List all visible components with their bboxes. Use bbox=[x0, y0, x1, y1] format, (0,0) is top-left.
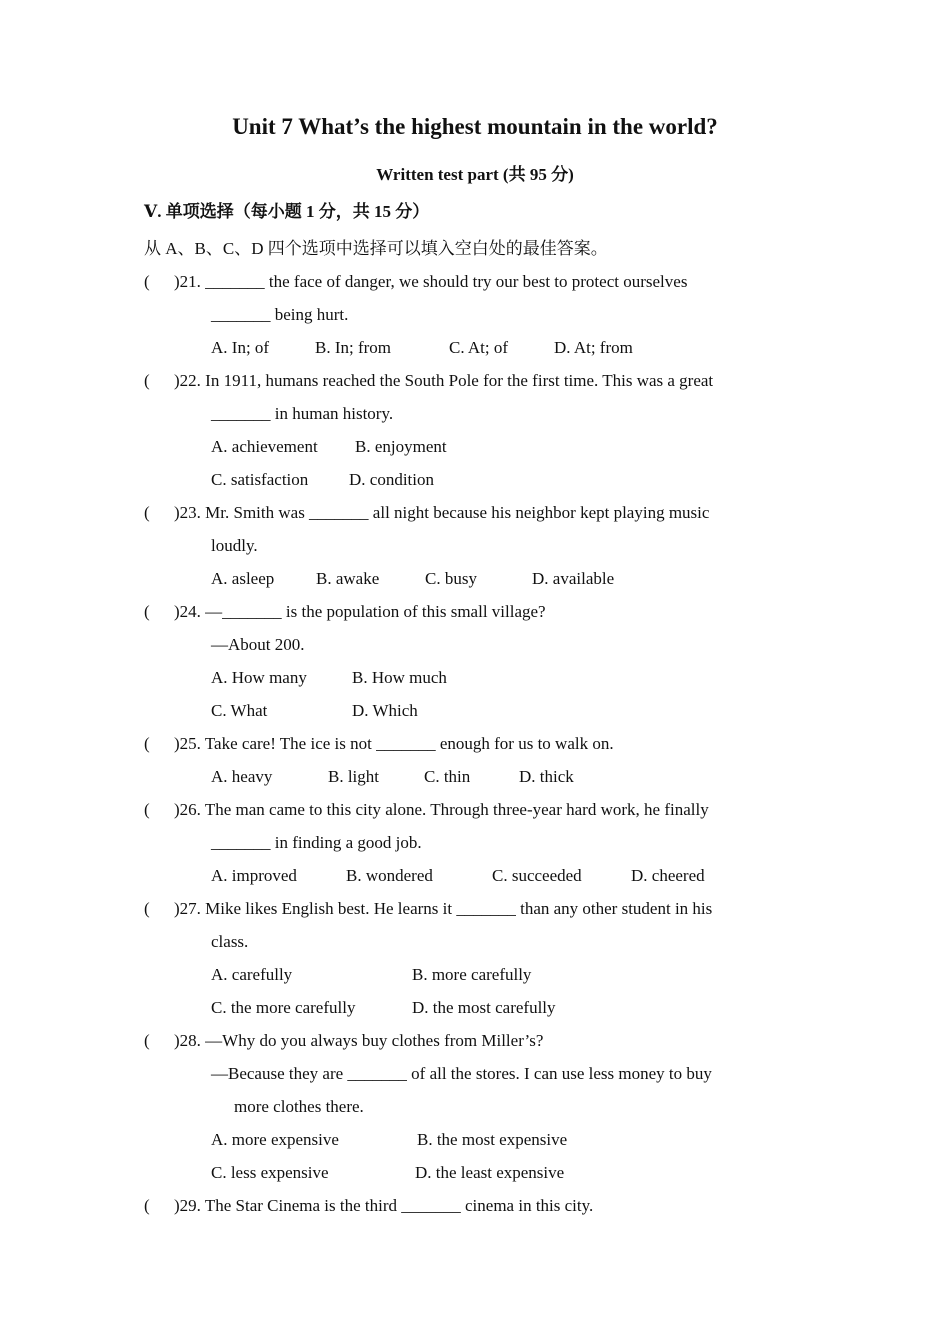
answer-paren: ( bbox=[144, 800, 150, 819]
page-title: Unit 7 What’s the highest mountain in the world? bbox=[232, 114, 718, 139]
question-stem: )26. The man came to this city alone. Through three-year hard work, he finally bbox=[174, 800, 709, 819]
question-stem: )24. —_______ is the population of this small village? bbox=[174, 602, 546, 621]
question-stem-cont: _______ in finding a good job. bbox=[211, 833, 422, 852]
option-b: B. enjoyment bbox=[355, 437, 447, 456]
question-stem: )22. In 1911, humans reached the South Pole for the first time. This was a great bbox=[174, 371, 714, 390]
answer-paren: ( bbox=[144, 371, 150, 390]
answer-paren: ( bbox=[144, 602, 150, 621]
option-a: A. achievement bbox=[211, 437, 318, 456]
option-b: B. awake bbox=[316, 569, 380, 588]
page-subtitle: Written test part (共 95 分) bbox=[376, 165, 574, 184]
answer-paren: ( bbox=[144, 734, 150, 753]
option-c: C. What bbox=[211, 701, 268, 720]
answer-paren: ( bbox=[144, 503, 150, 522]
option-a: A. In; of bbox=[211, 338, 270, 357]
answer-paren: ( bbox=[144, 1031, 150, 1050]
option-c: C. busy bbox=[425, 569, 477, 588]
answer-paren: ( bbox=[144, 899, 150, 918]
option-d: D. condition bbox=[349, 470, 434, 489]
answer-paren: ( bbox=[144, 272, 150, 291]
question-stem: )29. The Star Cinema is the third _______ cinema in this city. bbox=[174, 1196, 594, 1215]
answer-paren: ( bbox=[144, 1196, 150, 1215]
option-b: B. more carefully bbox=[412, 965, 532, 984]
option-a: A. more expensive bbox=[211, 1130, 339, 1149]
option-c: C. the more carefully bbox=[211, 998, 356, 1017]
option-d: D. Which bbox=[352, 701, 418, 720]
option-d: D. thick bbox=[519, 767, 574, 786]
question-stem-cont: more clothes there. bbox=[234, 1097, 364, 1116]
option-d: D. available bbox=[532, 569, 615, 588]
option-a: A. How many bbox=[211, 668, 307, 687]
option-c: C. less expensive bbox=[211, 1163, 329, 1182]
option-c: C. satisfaction bbox=[211, 470, 309, 489]
question-stem: )28. —Why do you always buy clothes from Miller’s? bbox=[174, 1031, 544, 1050]
option-a: A. improved bbox=[211, 866, 297, 885]
option-d: D. the least expensive bbox=[415, 1163, 565, 1182]
option-c: C. succeeded bbox=[492, 866, 582, 885]
option-d: D. At; from bbox=[554, 338, 633, 357]
option-d: D. the most carefully bbox=[412, 998, 556, 1017]
question-stem: )27. Mike likes English best. He learns it _______ than any other student in his bbox=[174, 899, 713, 918]
option-c: C. thin bbox=[424, 767, 471, 786]
question-stem-cont: —About 200. bbox=[211, 635, 305, 654]
question-stem-cont: loudly. bbox=[211, 536, 258, 555]
option-b: B. In; from bbox=[315, 338, 392, 357]
question-stem-cont: —Because they are _______ of all the stores. I can use less money to buy bbox=[211, 1064, 712, 1083]
question-stem: )23. Mr. Smith was _______ all night because his neighbor kept playing music bbox=[174, 503, 710, 522]
section-heading: Ⅴ. 单项选择（每小题 1 分，共 15 分） bbox=[144, 202, 430, 221]
section-instruction: 从 A、B、C、D 四个选项中选择可以填入空白处的最佳答案。 bbox=[144, 239, 608, 258]
question-stem-cont: class. bbox=[211, 932, 249, 951]
option-b: B. light bbox=[328, 767, 380, 786]
question-stem: )21. _______ the face of danger, we should try our best to protect ourselves bbox=[174, 272, 688, 291]
option-c: C. At; of bbox=[449, 338, 509, 357]
question-stem-cont: _______ being hurt. bbox=[211, 305, 349, 324]
option-a: A. carefully bbox=[211, 965, 293, 984]
option-b: B. the most expensive bbox=[417, 1130, 568, 1149]
option-a: A. heavy bbox=[211, 767, 273, 786]
option-b: B. How much bbox=[352, 668, 447, 687]
option-a: A. asleep bbox=[211, 569, 275, 588]
option-b: B. wondered bbox=[346, 866, 433, 885]
question-stem: )25. Take care! The ice is not _______ enough for us to walk on. bbox=[174, 734, 614, 753]
question-stem-cont: _______ in human history. bbox=[211, 404, 394, 423]
option-d: D. cheered bbox=[631, 866, 705, 885]
